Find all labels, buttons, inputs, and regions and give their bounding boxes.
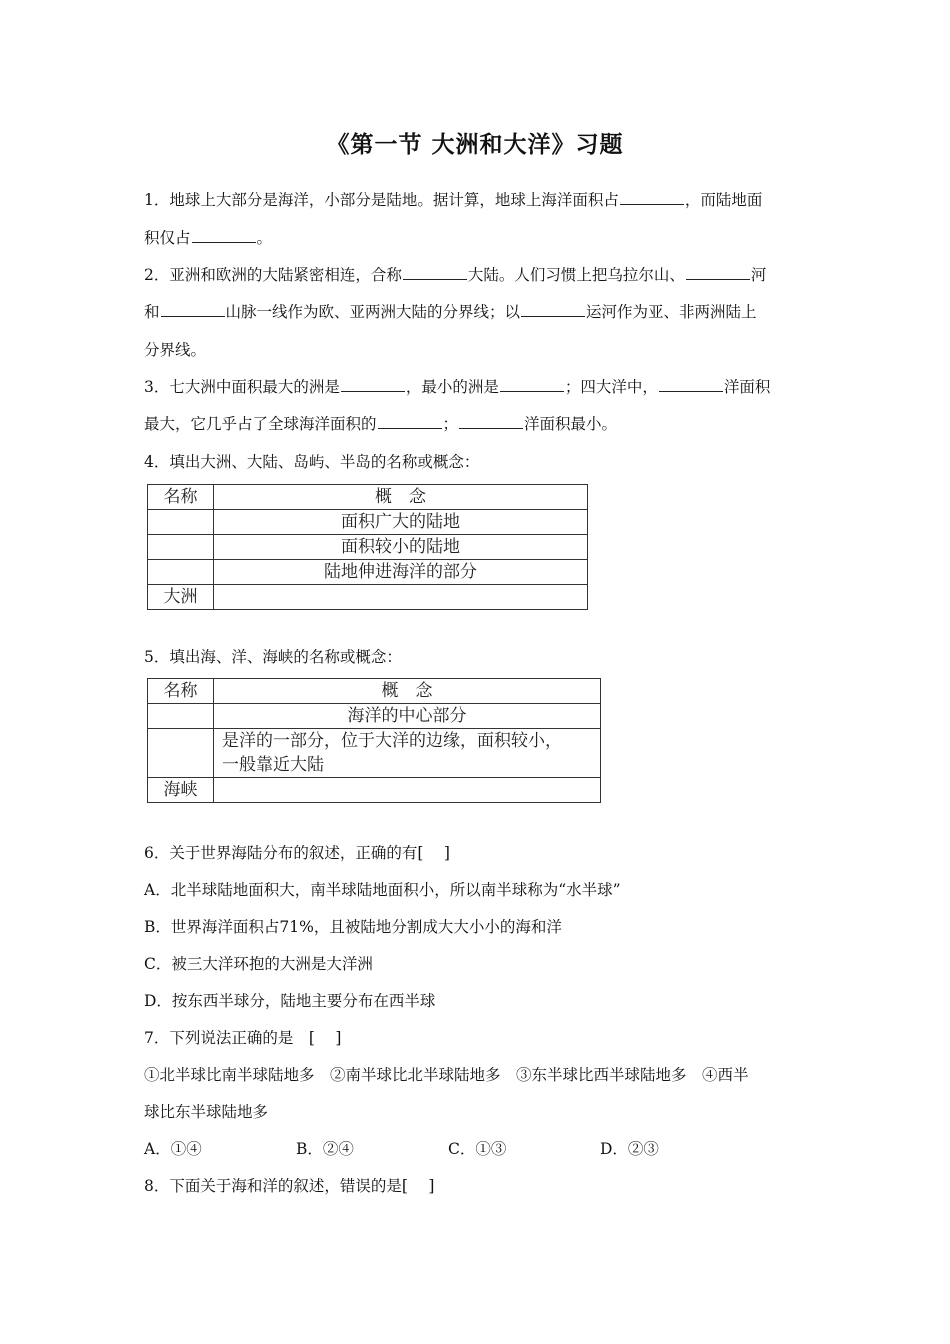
answer-blank[interactable] — [500, 377, 564, 392]
answer-blank[interactable] — [378, 414, 442, 429]
table-cell — [148, 729, 214, 778]
table-cell-line: 是洋的一部分，位于大洋的边缘，面积较小， — [222, 731, 562, 751]
question-6-option-a[interactable]: A．北半球陆地面积大，南半球陆地面积小，所以南半球称为“水半球” — [144, 881, 621, 899]
question-7-statement-line-1: ①北半球比南半球陆地多 ②南半球比北半球陆地多 ③东半球比西半球陆地多 ④西半 — [144, 1066, 749, 1084]
q2-text-d: 和 — [144, 303, 160, 321]
table-cell — [148, 510, 214, 535]
question-6-stem: 6．关于世界海陆分布的叙述，正确的有[ ] — [144, 844, 450, 862]
q1-text-a: 1．地球上大部分是海洋，小部分是陆地。据计算，地球上海洋面积占 — [144, 191, 619, 209]
q1-text-c: 积仅占 — [144, 229, 191, 247]
question-6-option-c[interactable]: C．被三大洋环抱的大洲是大洋洲 — [144, 955, 373, 973]
q2-text-f: 运河作为亚、非两洲陆上 — [586, 303, 757, 321]
question-7-statement-line-2: 球比东半球陆地多 — [144, 1103, 269, 1121]
table-header: 概 念 — [214, 679, 601, 704]
answer-blank[interactable] — [686, 265, 750, 280]
question-7-option-c[interactable]: C．①③ — [448, 1140, 507, 1158]
question-7-stem: 7．下列说法正确的是 [ ] — [144, 1029, 342, 1047]
question-5-prompt: 5．填出海、洋、海峡的名称或概念： — [144, 648, 402, 666]
q1-text-b: ，而陆地面 — [684, 191, 763, 209]
q2-text-g: 分界线。 — [144, 341, 207, 359]
answer-blank[interactable] — [403, 265, 467, 280]
question-7-option-d[interactable]: D．②③ — [600, 1140, 659, 1158]
q3-text-a: 3．七大洲中面积最大的洲是 — [144, 378, 340, 396]
table-cell: 面积广大的陆地 — [214, 510, 588, 535]
question-6-option-b[interactable]: B．世界海洋面积占71%，且被陆地分割成大大小小的海和洋 — [144, 918, 562, 936]
q1-text-d: 。 — [256, 229, 273, 247]
answer-blank[interactable] — [161, 302, 225, 317]
table-cell — [214, 585, 588, 610]
question-7-option-a[interactable]: A．①④ — [144, 1140, 202, 1158]
table-cell — [214, 778, 601, 803]
page-title: 《第一节 大洲和大洋》习题 — [326, 132, 624, 158]
q2-text-a: 2．亚洲和欧洲的大陆紧密相连，合称 — [144, 266, 402, 284]
question-8-stem: 8．下面关于海和洋的叙述，错误的是[ ] — [144, 1177, 435, 1195]
question-4-prompt: 4．填出大洲、大陆、岛屿、半岛的名称或概念： — [144, 453, 480, 471]
table-cell: 海峡 — [148, 778, 214, 803]
answer-blank[interactable] — [341, 377, 405, 392]
question-7-options — [144, 1137, 752, 1159]
table-cell: 海洋的中心部分 — [214, 704, 601, 729]
table-cell — [148, 704, 214, 729]
table-header: 名称 — [148, 485, 214, 510]
q2-text-c: 河 — [750, 266, 767, 284]
question-3-line-2 — [144, 412, 617, 434]
answer-blank[interactable] — [192, 228, 256, 243]
answer-blank[interactable] — [659, 377, 723, 392]
q3-text-g: 洋面积最小。 — [524, 415, 618, 433]
question-1-line-1 — [144, 188, 762, 210]
q3-text-c: ；四大洋中， — [564, 378, 658, 396]
table-cell: 面积较小的陆地 — [214, 535, 588, 560]
answer-blank[interactable] — [620, 190, 684, 205]
q3-text-b: ，最小的洲是 — [405, 378, 499, 396]
table-header: 概 念 — [214, 485, 588, 510]
q3-text-e: 最大，它几乎占了全球海洋面积的 — [144, 415, 377, 433]
table-cell — [148, 535, 214, 560]
landform-table — [147, 484, 588, 610]
ocean-table — [147, 678, 601, 803]
table-cell-multiline — [214, 729, 601, 778]
answer-blank[interactable] — [459, 414, 523, 429]
question-7-option-b[interactable]: B．②④ — [296, 1140, 354, 1158]
table-cell: 陆地伸进海洋的部分 — [214, 560, 588, 585]
question-2-line-2 — [144, 300, 757, 322]
question-2-line-1 — [144, 263, 766, 285]
table-cell: 大洲 — [148, 585, 214, 610]
answer-blank[interactable] — [521, 302, 585, 317]
question-3-line-1 — [144, 375, 770, 397]
q3-text-d: 洋面积 — [723, 378, 771, 396]
q2-text-e: 山脉一线作为欧、亚两洲大陆的分界线；以 — [225, 303, 521, 321]
table-cell — [148, 560, 214, 585]
table-cell-line: 一般靠近大陆 — [222, 755, 324, 775]
table-header: 名称 — [148, 679, 214, 704]
question-2-line-3 — [144, 338, 206, 360]
question-1-line-2 — [144, 226, 272, 248]
q2-text-b: 大陆。人们习惯上把乌拉尔山、 — [467, 266, 685, 284]
question-6-option-d[interactable]: D．按东西半球分，陆地主要分布在西半球 — [144, 992, 436, 1010]
q3-text-f: ； — [442, 415, 459, 433]
